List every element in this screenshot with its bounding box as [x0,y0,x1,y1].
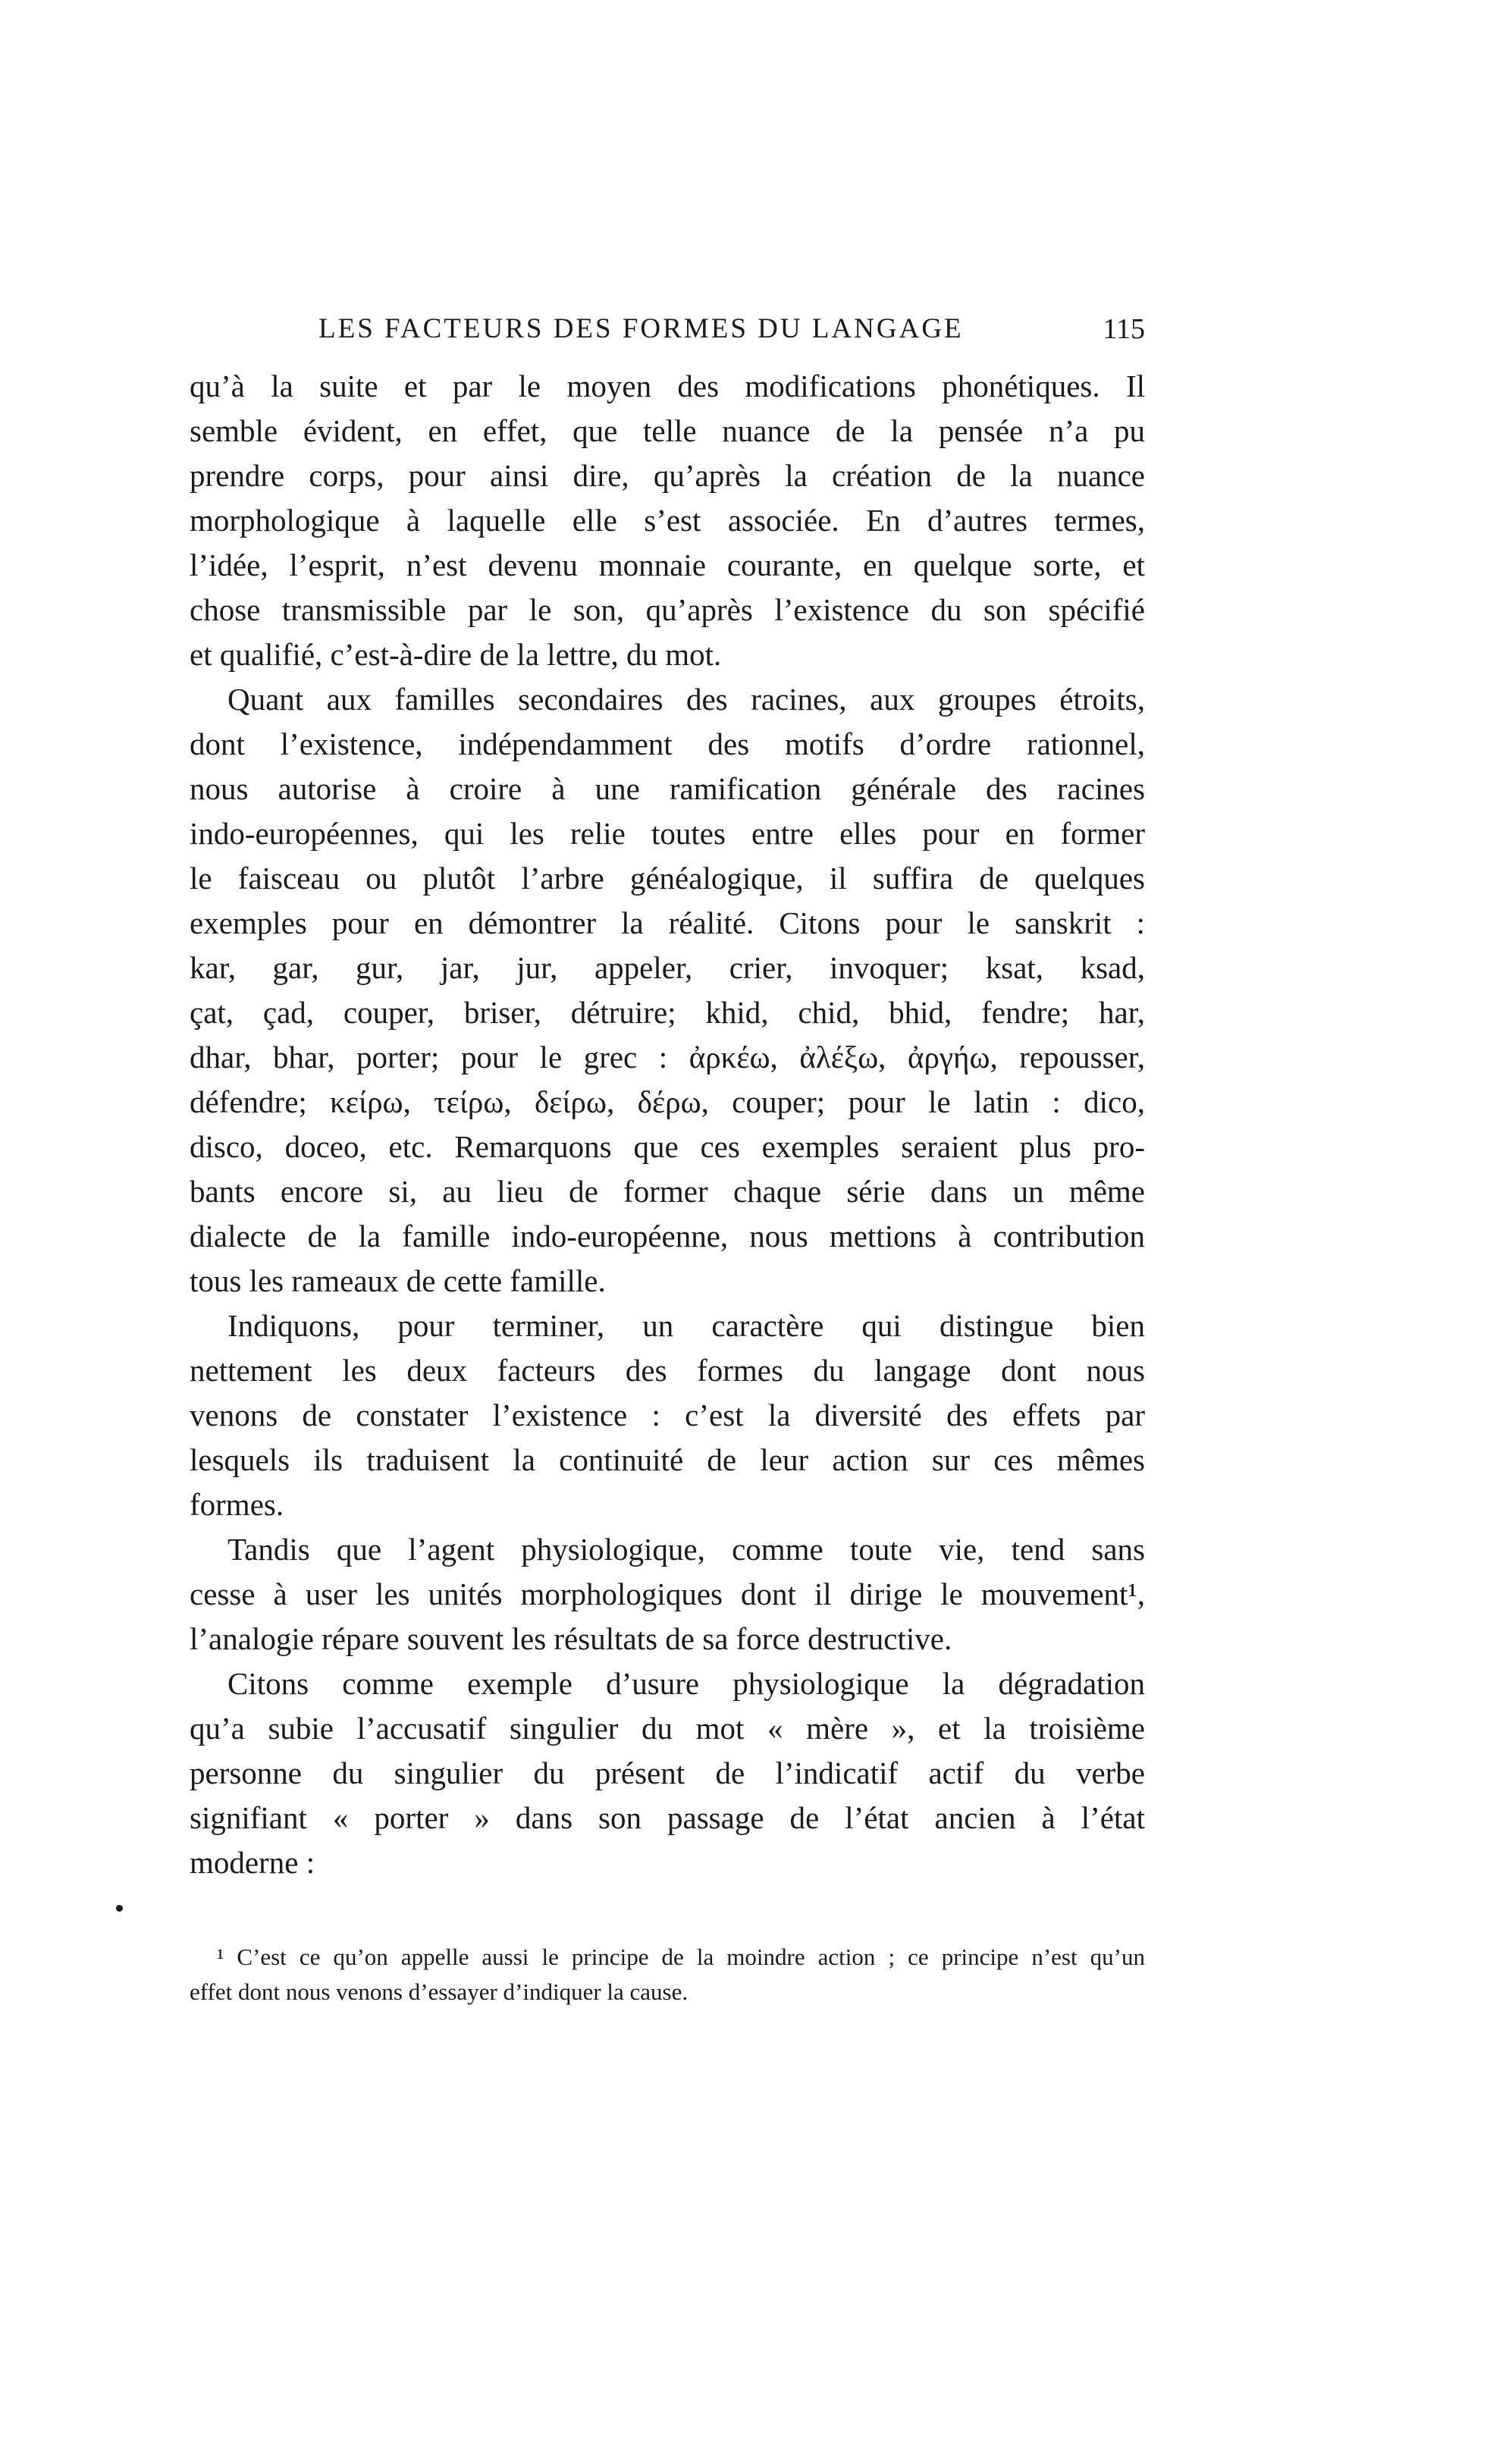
text-line: l’idée, l’esprit, n’est devenu monnaie courante, en quelque sorte, et [190,548,1145,582]
text-line: indo-européennes, qui les relie toutes entre elles pour en former [190,816,1145,851]
text-line: exemples pour en démontrer la réalité. Citons pour le sanskrit : [190,905,1145,940]
text-line: formes. [190,1487,284,1522]
text-line: personne du singulier du présent de l’indicatif actif du verbe [190,1755,1145,1790]
text-line: Tandis que l’agent physiologique, comme toute vie, tend sans [227,1532,1145,1567]
text-line: dialecte de la famille indo-européenne, nous mettions à contribution [190,1219,1145,1253]
text-line: dont l’existence, indépendamment des motifs d’ordre rationnel, [190,726,1145,761]
text-line: nettement les deux facteurs des formes du langage dont nous [190,1353,1145,1388]
text-line: Quant aux familles secondaires des racines, aux groupes étroits, [227,682,1145,717]
text-line: çat, çad, couper, briser, détruire; khid, chid, bhid, fendre; har, [190,995,1145,1030]
text-line: venons de constater l’existence : c’est la diversité des effets par [190,1398,1145,1432]
text-line: l’analogie répare souvent les résultats de sa force destructive. [190,1621,952,1656]
text-line: chose transmissible par le son, qu’après l’existence du son spécifié [190,592,1145,627]
text-line: disco, doceo, etc. Remarquons que ces exemples seraient plus pro- [190,1129,1145,1164]
text-line: défendre; κείρω, τείρω, δείρω, δέρω, couper; pour le latin : dico, [190,1084,1145,1119]
text-line: morphologique à laquelle elle s’est associée. En d’autres termes, [190,503,1145,538]
print-mark [116,1905,123,1912]
footnotes [190,1940,1145,2010]
text-line: lesquels ils traduisent la continuité de leur action sur ces mêmes [190,1442,1145,1477]
text-line: cesse à user les unités morphologiques dont il dirige le mouvement¹, [190,1577,1145,1611]
text-line: qu’a subie l’accusatif singulier du mot « mère », et la troisième [190,1711,1145,1746]
body-text [190,364,1145,1885]
text-line: semble évident, en effet, que telle nuance de la pensée n’a pu [190,413,1145,448]
page-number: 115 [1103,313,1145,345]
footnote-line: ¹ C’est ce qu’on appelle aussi le principe de la moindre action ; ce principe n’est qu’un [217,1944,1145,1970]
text-line: dhar, bhar, porter; pour le grec : ἀρκέω, ἀλέξω, ἀργήω, repousser, [190,1040,1145,1075]
text-line: Citons comme exemple d’usure physiologique la dégradation [227,1666,1145,1701]
running-title: LES FACTEURS DES FORMES DU LANGAGE [318,313,964,344]
text-line: nous autorise à croire à une ramification générale des racines [190,771,1145,806]
text-line: tous les rameaux de cette famille. [190,1263,606,1298]
text-line: qu’à la suite et par le moyen des modifications phonétiques. Il [190,369,1145,403]
text-line: moderne : [190,1845,315,1880]
footnote-line: effet dont nous venons d’essayer d’indiquer la cause. [190,1978,689,2005]
running-head [190,312,1145,358]
text-line: bants encore si, au lieu de former chaque série dans un même [190,1174,1145,1209]
text-line: et qualifié, c’est-à-dire de la lettre, du mot. [190,637,722,672]
text-line: Indiquons, pour terminer, un caractère qui distingue bien [227,1308,1145,1343]
text-line: signifiant « porter » dans son passage de l’état ancien à l’état [190,1800,1145,1835]
text-line: prendre corps, pour ainsi dire, qu’après la création de la nuance [190,458,1145,493]
text-line: le faisceau ou plutôt l’arbre généalogique, il suffira de quelques [190,861,1145,896]
text-line: kar, gar, gur, jar, jur, appeler, crier, invoquer; ksat, ksad, [190,950,1145,985]
